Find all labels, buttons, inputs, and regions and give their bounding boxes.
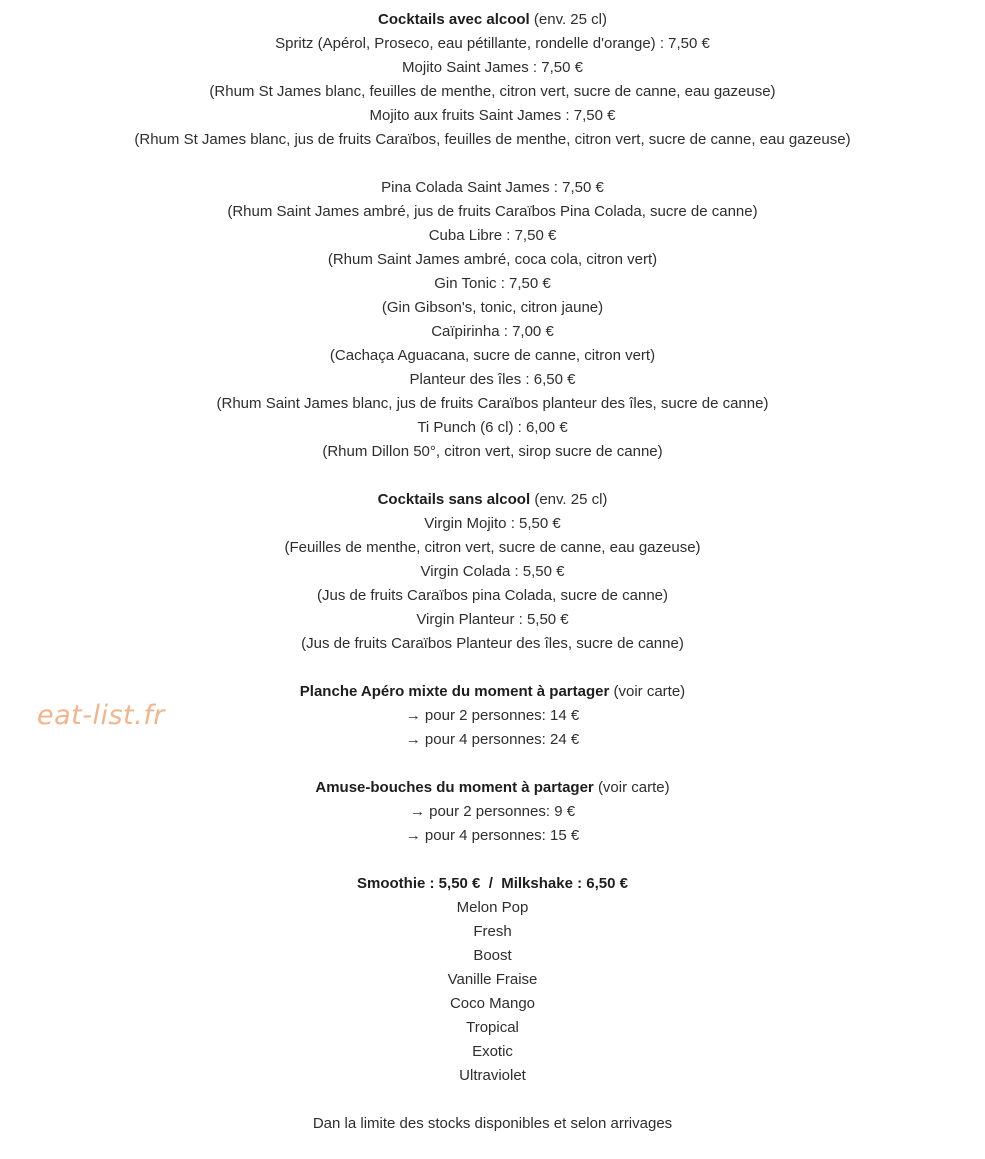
section-heading-cocktails-alcool: [0, 8, 985, 32]
menu-item: → pour 4 personnes: 24 €: [405, 731, 580, 748]
section-heading-amuse-bouches: [0, 776, 985, 800]
menu-item: → pour 2 personnes: 9 €: [409, 803, 576, 820]
menu-item-description: (Rhum Saint James blanc, jus de fruits Caraïbos planteur des îles, sucre de canne): [216, 395, 769, 412]
section-spacer: [0, 1088, 985, 1112]
section-title: Amuse-bouches du moment à partager: [315, 779, 594, 796]
menu-item: Gin Tonic : 7,50 €: [434, 275, 551, 292]
section-heading-planche: [0, 680, 985, 704]
menu-item: Caïpirinha : 7,00 €: [431, 323, 554, 340]
menu-item: Virgin Colada : 5,50 €: [420, 563, 565, 580]
menu-item: Fresh: [473, 923, 512, 940]
footer-note: Dan la limite des stocks disponibles et selon arrivages: [312, 1115, 673, 1132]
section-title: Smoothie : 5,50 € / Milkshake : 6,50 €: [357, 875, 628, 892]
section-note: (voir carte): [597, 779, 670, 796]
menu-item-description: (Jus de fruits Caraïbos Planteur des îles, sucre de canne): [301, 635, 684, 652]
menu-item-description: (Rhum Saint James ambré, jus de fruits Caraïbos Pina Colada, sucre de canne): [227, 203, 758, 220]
menu-item: Exotic: [472, 1043, 513, 1060]
watermark: eat-list.fr: [37, 700, 165, 731]
section-heading-smoothie-milkshake: [0, 872, 985, 896]
menu-item-description: (Rhum St James blanc, jus de fruits Caraïbos, feuilles de menthe, citron vert, sucre de canne, eau gazeuse): [134, 131, 851, 148]
menu-item: Coco Mango: [449, 995, 536, 1012]
menu-item-description: (Gin Gibson's, tonic, citron jaune): [381, 299, 604, 316]
section-spacer: [0, 464, 985, 488]
menu-item: Spritz (Apérol, Proseco, eau pétillante, rondelle d'orange) : 7,50 €: [275, 35, 710, 52]
drinks-menu: [0, 8, 985, 1136]
section-heading-cocktails-sans-alcool: [0, 488, 985, 512]
menu-item: Cuba Libre : 7,50 €: [428, 227, 557, 244]
menu-item: Mojito aux fruits Saint James : 7,50 €: [369, 107, 616, 124]
menu-item: Pina Colada Saint James : 7,50 €: [381, 179, 604, 196]
menu-item: Ultraviolet: [459, 1067, 526, 1084]
menu-item: Melon Pop: [456, 899, 529, 916]
menu-item-description: (Rhum St James blanc, feuilles de menthe, citron vert, sucre de canne, eau gazeuse): [209, 83, 776, 100]
menu-item: Ti Punch (6 cl) : 6,00 €: [417, 419, 568, 436]
menu-item: Tropical: [466, 1019, 519, 1036]
menu-item: Boost: [473, 947, 512, 964]
section-note: (env. 25 cl): [534, 491, 608, 508]
section-title: Cocktails avec alcool: [377, 11, 530, 28]
section-title: Cocktails sans alcool: [377, 491, 531, 508]
menu-item: Virgin Planteur : 5,50 €: [416, 611, 569, 628]
menu-item: Planteur des îles : 6,50 €: [409, 371, 576, 388]
menu-item-description: (Rhum Saint James ambré, coca cola, citron vert): [327, 251, 658, 268]
menu-item-description: (Cachaça Aguacana, sucre de canne, citron vert): [329, 347, 656, 364]
section-spacer: [0, 656, 985, 680]
menu-item: Mojito Saint James : 7,50 €: [402, 59, 583, 76]
section-title: Planche Apéro mixte du moment à partager: [299, 683, 610, 700]
section-spacer: [0, 752, 985, 776]
section-note: (env. 25 cl): [533, 11, 607, 28]
menu-item-description: (Jus de fruits Caraïbos pina Colada, sucre de canne): [316, 587, 669, 604]
menu-item: Virgin Mojito : 5,50 €: [424, 515, 561, 532]
menu-item: Vanille Fraise: [447, 971, 538, 988]
section-spacer: [0, 848, 985, 872]
menu-item: → pour 4 personnes: 15 €: [405, 827, 580, 844]
menu-item-description: (Rhum Dillon 50°, citron vert, sirop sucre de canne): [322, 443, 663, 460]
menu-item-description: (Feuilles de menthe, citron vert, sucre de canne, eau gazeuse): [284, 539, 701, 556]
section-note: (voir carte): [613, 683, 686, 700]
menu-item: → pour 2 personnes: 14 €: [405, 707, 580, 724]
